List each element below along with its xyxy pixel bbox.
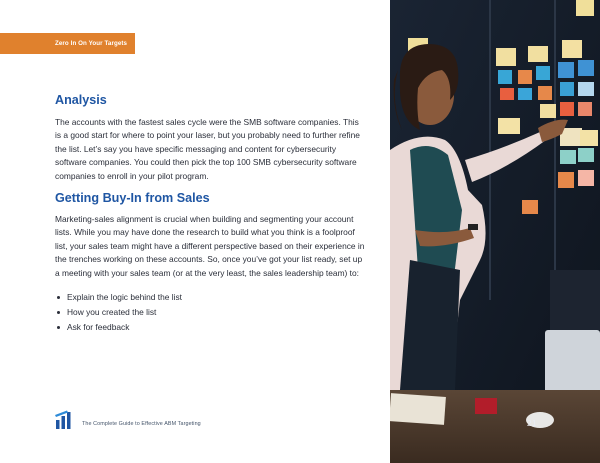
footer-guide-title: The Complete Guide to Effective ABM Targeting	[82, 421, 201, 427]
bullet-item: Explain the logic behind the list	[55, 290, 182, 305]
bar-steps-logo-icon	[55, 409, 73, 429]
bullet-item: Ask for feedback	[55, 320, 182, 335]
feedback-bullet-list	[55, 290, 182, 336]
buy-in-heading: Getting Buy-In from Sales	[55, 191, 210, 205]
bullet-item: How you created the list	[55, 305, 182, 320]
analysis-paragraph: The accounts with the fastest sales cycle were the SMB software companies. This is a good start for where to point your laser, but you probably need to further refine the list. Let’s say you have specific messaging and content for cybersecurity software companies. You could then pick the top 100 SMB cybersecurity software companies to enroll in your pilot program.	[55, 117, 360, 181]
analysis-heading: Analysis	[55, 93, 107, 107]
page-number: 21	[527, 419, 537, 428]
buy-in-paragraph: Marketing-sales alignment is crucial when building and segmenting your account lists. While you may have done the research to build what you think is a foolproof list, your sales team might have a different perspective based on their experience in the trenches working on these accounts. So, once you’ve got your list ready, set up a meeting with your sales team (or at the very least, the sales leadership team) to:	[55, 214, 365, 278]
section-tab: Zero In On Your Targets	[0, 33, 135, 54]
presenter-photo	[390, 0, 600, 463]
presenter-illustration	[390, 0, 600, 463]
